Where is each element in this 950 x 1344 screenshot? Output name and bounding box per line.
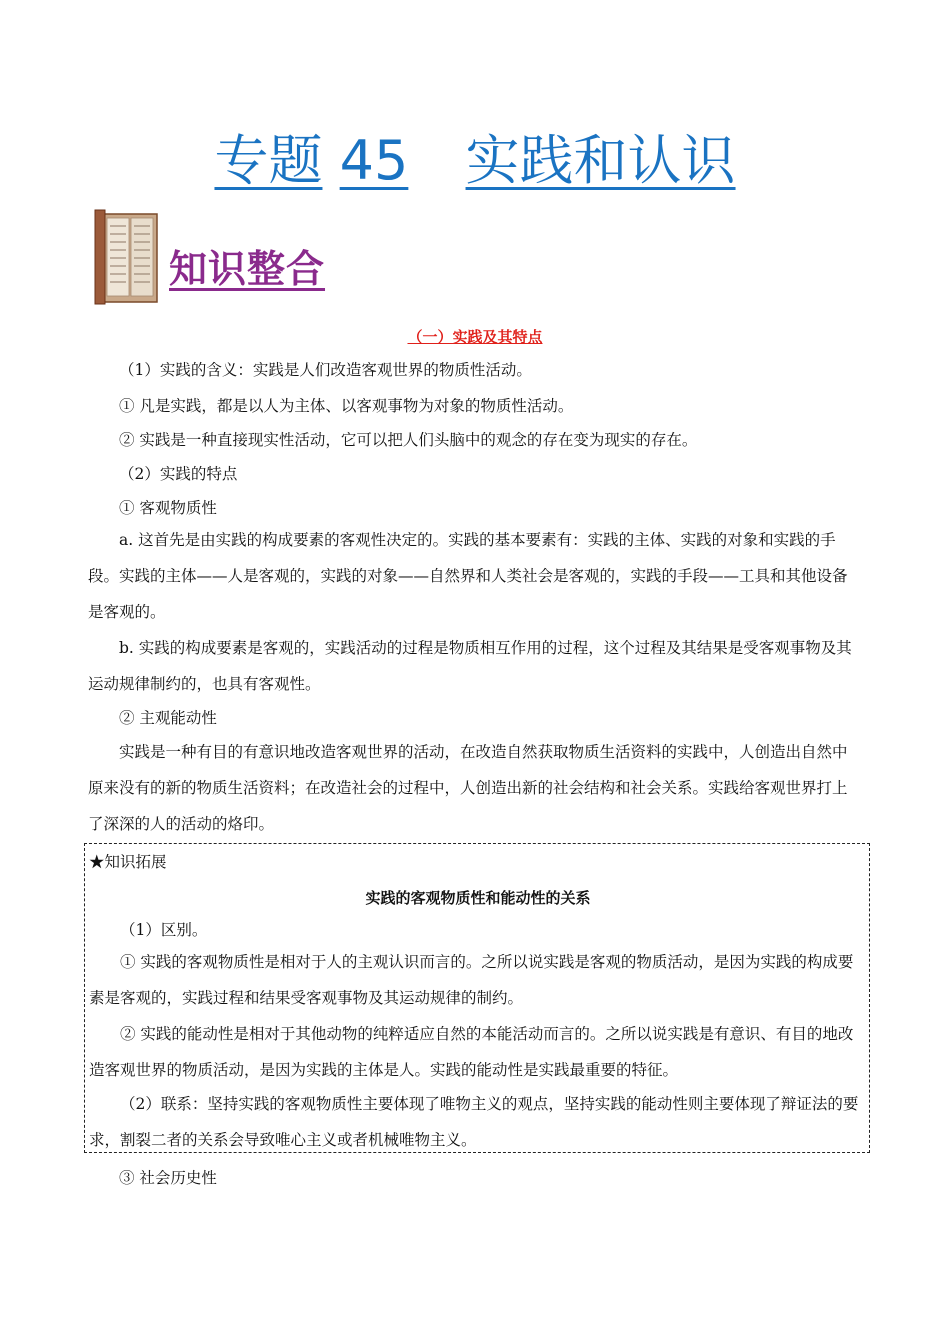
title-number: 45 bbox=[339, 129, 409, 192]
paragraph-point-1: ① 凡是实践，都是以人为主体、以客观事物为对象的物质性活动。 bbox=[119, 397, 574, 415]
box-difference: （1）区别。 bbox=[120, 921, 208, 939]
box-point-2: ② 实践的能动性是相对于其他动物的纯粹适应自然的本能活动而言的。之所以说实践是有意识、有目的地改造客观世界的物质活动，是因为实践的主体是人。实践的能动性是实践最重要的特征。 bbox=[89, 1025, 854, 1079]
paragraph-features: （2）实践的特点 bbox=[119, 465, 238, 483]
title-topic: 实践和认识 bbox=[465, 129, 736, 192]
paragraph-point-2: ② 实践是一种直接现实性活动，它可以把人们头脑中的观念的存在变为现实的存在。 bbox=[119, 431, 698, 449]
knowledge-extension-box bbox=[84, 843, 870, 1153]
box-label: ★知识拓展 bbox=[89, 853, 167, 871]
paragraph-subjective: ② 主观能动性 bbox=[119, 709, 217, 727]
title-prefix: 专题 bbox=[214, 129, 323, 192]
paragraph-b: b. 实践的构成要素是客观的，实践活动的过程是物质相互作用的过程，这个过程及其结果是受客观事物及其运动规律制约的，也具有客观性。 bbox=[88, 639, 852, 693]
paragraph-definition: （1）实践的含义：实践是人们改造客观世界的物质性活动。 bbox=[119, 361, 532, 379]
banner-label: 知识整合 bbox=[169, 247, 326, 291]
box-point-1: ① 实践的客观物质性是相对于人的主观认识而言的。之所以说实践是客观的物质活动，是因为实践的构成要素是客观的，实践过程和结果受客观事物及其运动规律的制约。 bbox=[89, 953, 854, 1007]
paragraph-subjective-body: 实践是一种有目的有意识地改造客观世界的活动，在改造自然获取物质生活资料的实践中，人创造出自然中原来没有的新的物质生活资料；在改造社会的过程中，人创造出新的社会结构和社会关系。实践给客观世界打上了深深的人的活动的烙印。 bbox=[88, 743, 848, 833]
paragraph-social-historical: ③ 社会历史性 bbox=[119, 1169, 217, 1187]
paragraph-a: a. 这首先是由实践的构成要素的客观性决定的。实践的基本要素有：实践的主体、实践的对象和实践的手段。实践的主体——人是客观的，实践的对象——自然界和人类社会是客观的，实践的手段——工具和其他设备是客观的。 bbox=[88, 531, 848, 621]
box-relation: （2）联系：坚持实践的客观物质性主要体现了唯物主义的观点，坚持实践的能动性则主要体现了辩证法的要求，割裂二者的关系会导致唯心主义或者机械唯物主义。 bbox=[89, 1095, 859, 1149]
knowledge-banner bbox=[93, 208, 333, 306]
book-icon bbox=[93, 208, 163, 306]
page-title bbox=[0, 126, 950, 196]
section-heading: （一）实践及其特点 bbox=[407, 328, 543, 346]
box-title: 实践的客观物质性和能动性的关系 bbox=[365, 889, 591, 907]
paragraph-objective: ① 客观物质性 bbox=[119, 499, 217, 517]
